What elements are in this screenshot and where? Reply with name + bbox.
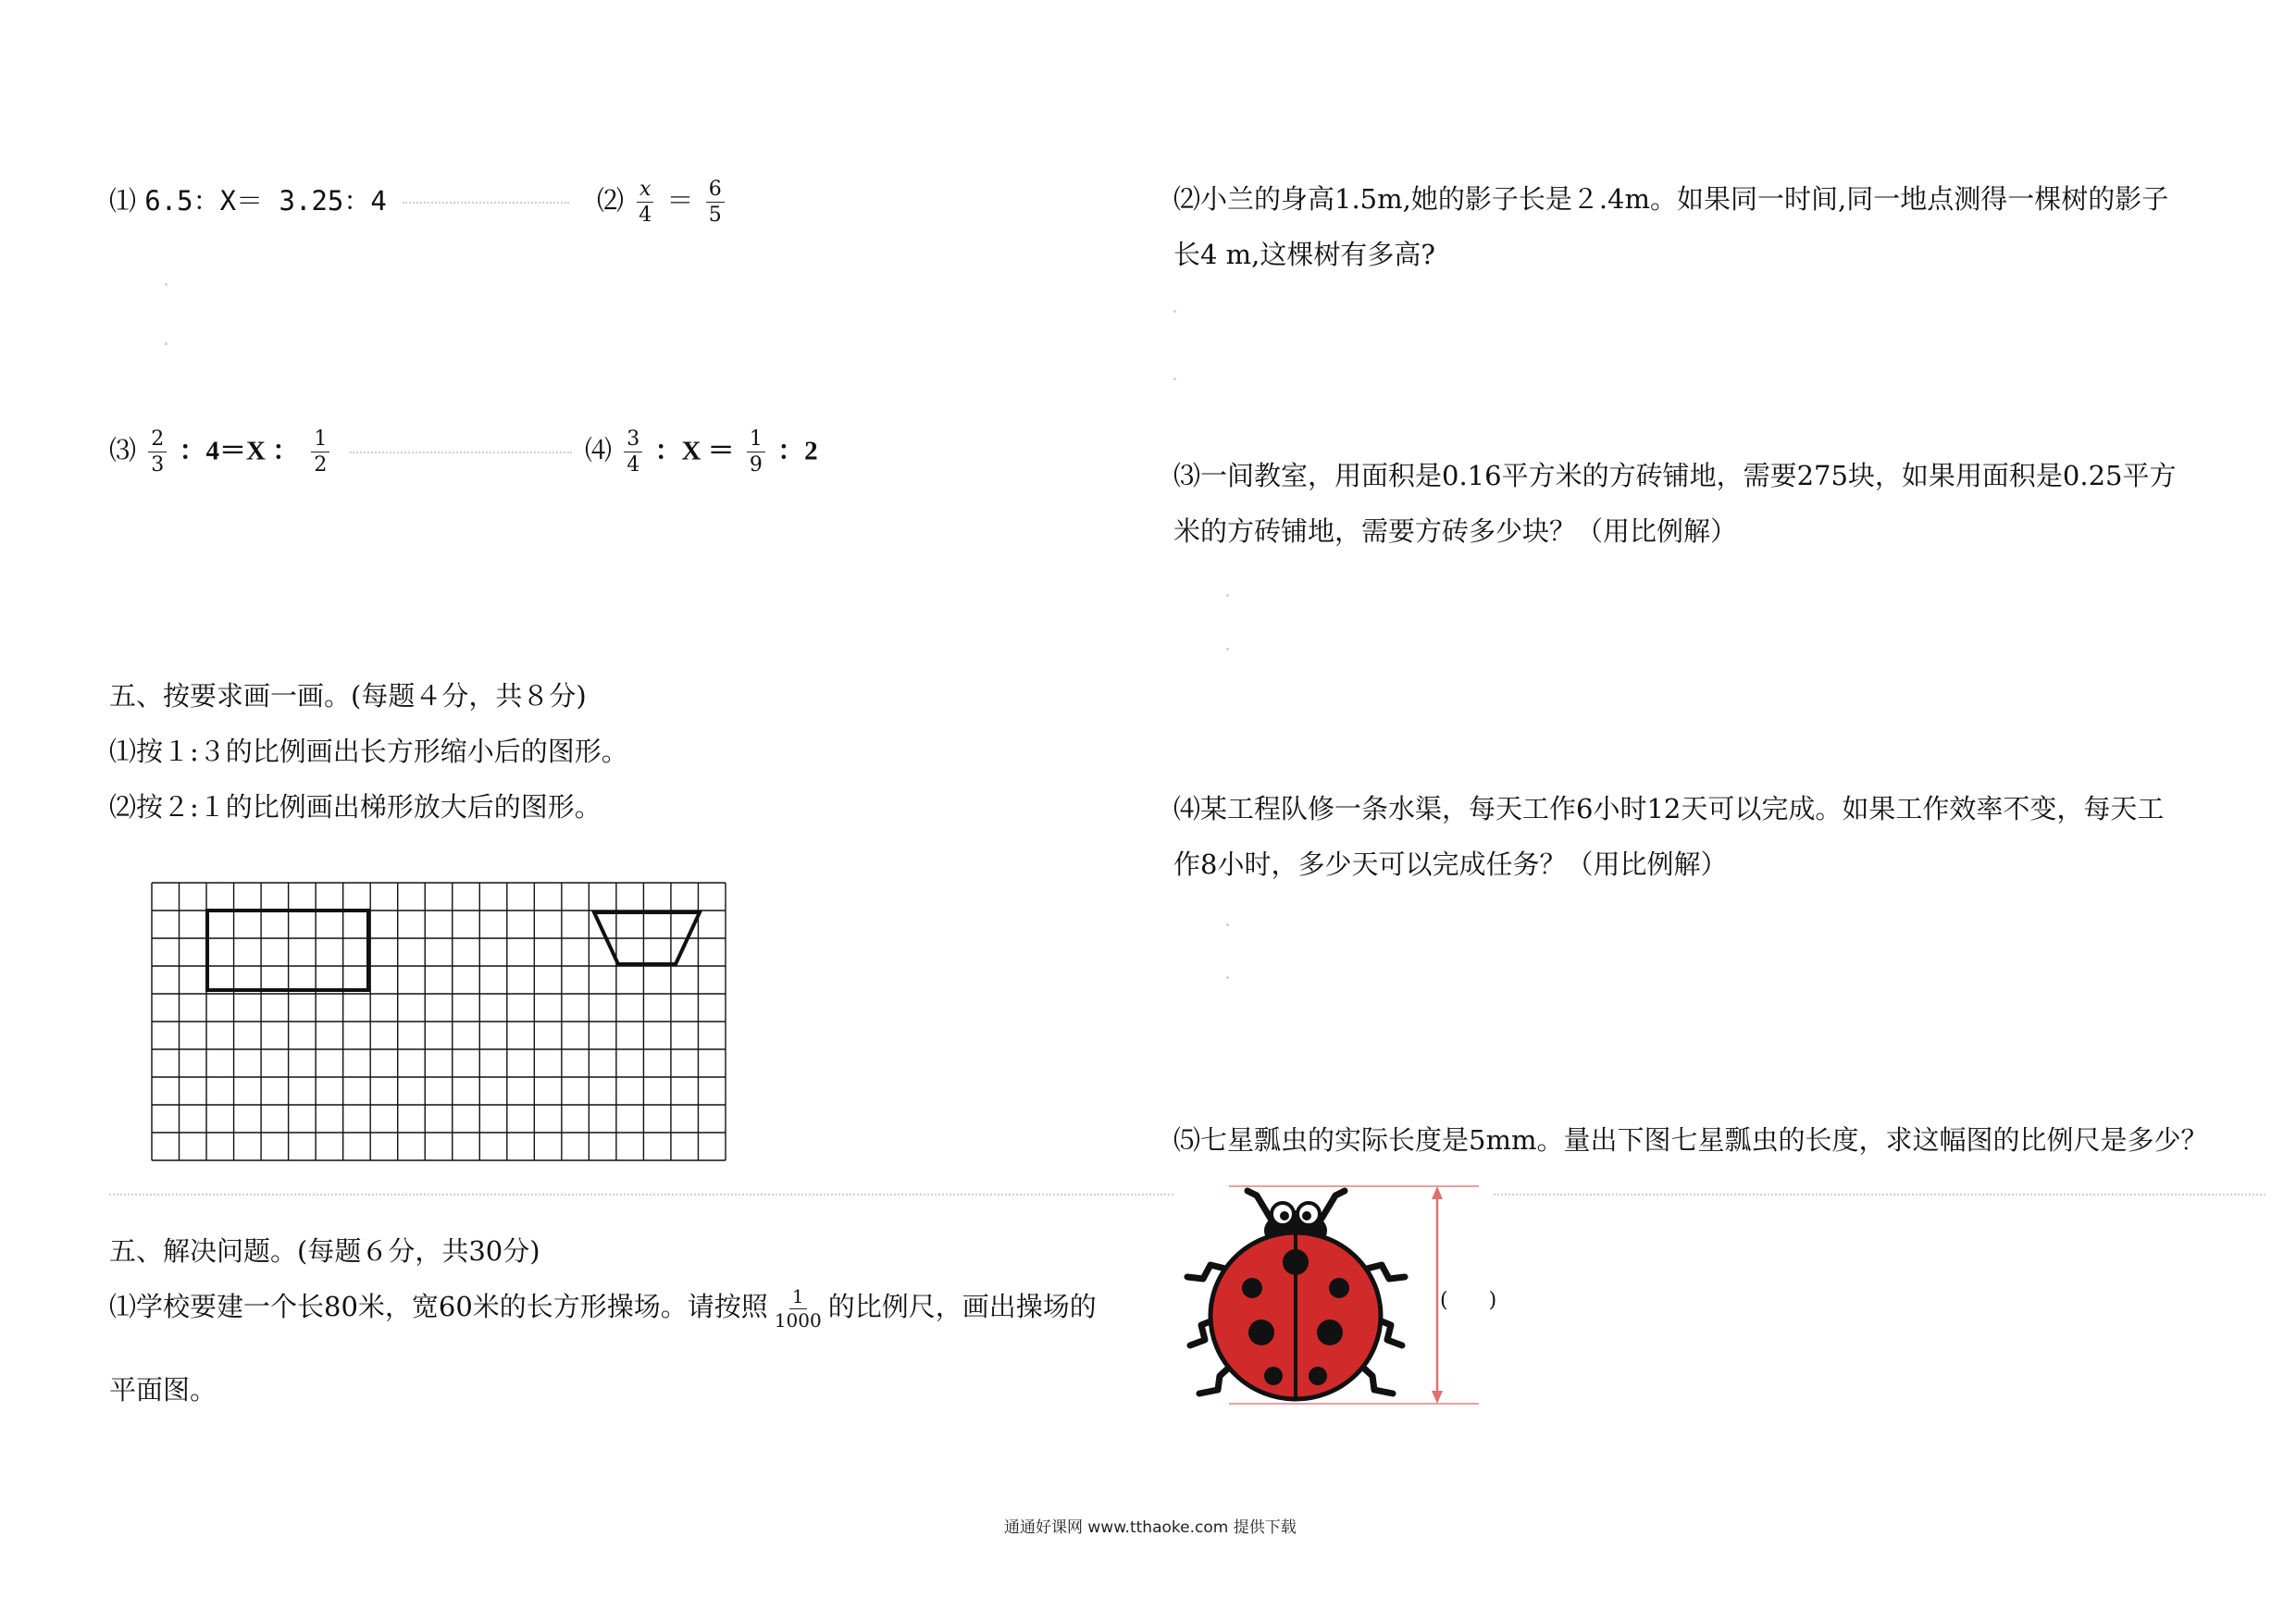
question-4-line-2: 作8小时，多少天可以完成任务？（用比例解）	[1173, 849, 1728, 880]
question-2-line-2: 长4 m,这棵树有多高?	[1173, 239, 1435, 270]
solve-question-1: ⑴学校要建一个长80米，宽60米的长方形操场。请按照 $\frac{1}{1000}$ 的比例尺，画出操场的	[109, 1284, 1097, 1332]
question-3-line-1: ⑶一间教室，用面积是0.16平方米的方砖铺地，需要275块，如果用面积是0.25平方	[1173, 460, 2177, 491]
dotted-answer-line	[403, 202, 569, 204]
footer-credit: 通通好课网 www.tthaoke.com 提供下载	[1004, 1518, 1297, 1537]
equation-3-number: ⑶	[109, 434, 137, 466]
equation-2	[597, 179, 728, 226]
equation-4-middle: ：X ＝	[654, 436, 735, 466]
question-5-line-1: ⑸七星瓢虫的实际长度是5mm。量出下图七星瓢虫的长度，求这幅图的比例尺是多少？	[1173, 1124, 2208, 1156]
fraction-x-over-4: $\frac{x}{4}$	[636, 179, 654, 226]
solve-question-1-line-2: 平面图。	[109, 1374, 217, 1406]
question-2-line-1: ⑵小兰的身高1.5m,她的影子长是２.4m。如果同一时间,同一地点测得一棵树的影子	[1173, 183, 2169, 215]
equation-1	[109, 185, 577, 217]
fraction-3-over-4: $\frac{3}{4}$	[624, 428, 642, 476]
question-3-line-2: 米的方砖铺地，需要方砖多少块？（用比例解）	[1173, 515, 1738, 547]
scale-fraction: $\frac{1}{1000}$	[774, 1284, 822, 1332]
drawing-grid[interactable]	[148, 879, 733, 1166]
fraction-2-over-3: $\frac{2}{3}$	[148, 428, 167, 476]
equation-4-number: ⑷	[585, 434, 613, 466]
equation-1-number: ⑴	[109, 185, 137, 217]
solve-section-title: 五、解决问题。(每题６分，共30分)	[109, 1235, 540, 1267]
equation-4-end: ：2	[777, 436, 818, 466]
equation-3-ratio: ：4＝X ：	[179, 436, 300, 466]
measurement-blank[interactable]: ( )	[1440, 1289, 1497, 1312]
equation-1-text: 6.5：X＝ 3.25：4	[144, 185, 387, 217]
question-4-line-1: ⑷某工程队修一条水渠，每天工作6小时12天可以完成。如果工作效率不变，每天工	[1173, 793, 2165, 824]
draw-item-1: ⑴按１:３的比例画出长方形缩小后的图形。	[109, 736, 628, 767]
equation-4	[585, 428, 818, 476]
draw-section-title: 五、按要求画一画。(每题４分，共８分)	[109, 680, 587, 712]
equals-sign: ＝	[666, 184, 694, 217]
fraction-6-over-5: $\frac{6}{5}$	[706, 179, 725, 226]
equation-3	[109, 428, 579, 476]
fraction-1-over-2: $\frac{1}{2}$	[311, 428, 329, 476]
equation-2-number: ⑵	[597, 184, 625, 217]
fraction-1-over-9: $\frac{1}{9}$	[747, 428, 765, 476]
draw-item-2: ⑵按２:１的比例画出梯形放大后的图形。	[109, 791, 602, 823]
dotted-answer-line	[350, 452, 572, 453]
